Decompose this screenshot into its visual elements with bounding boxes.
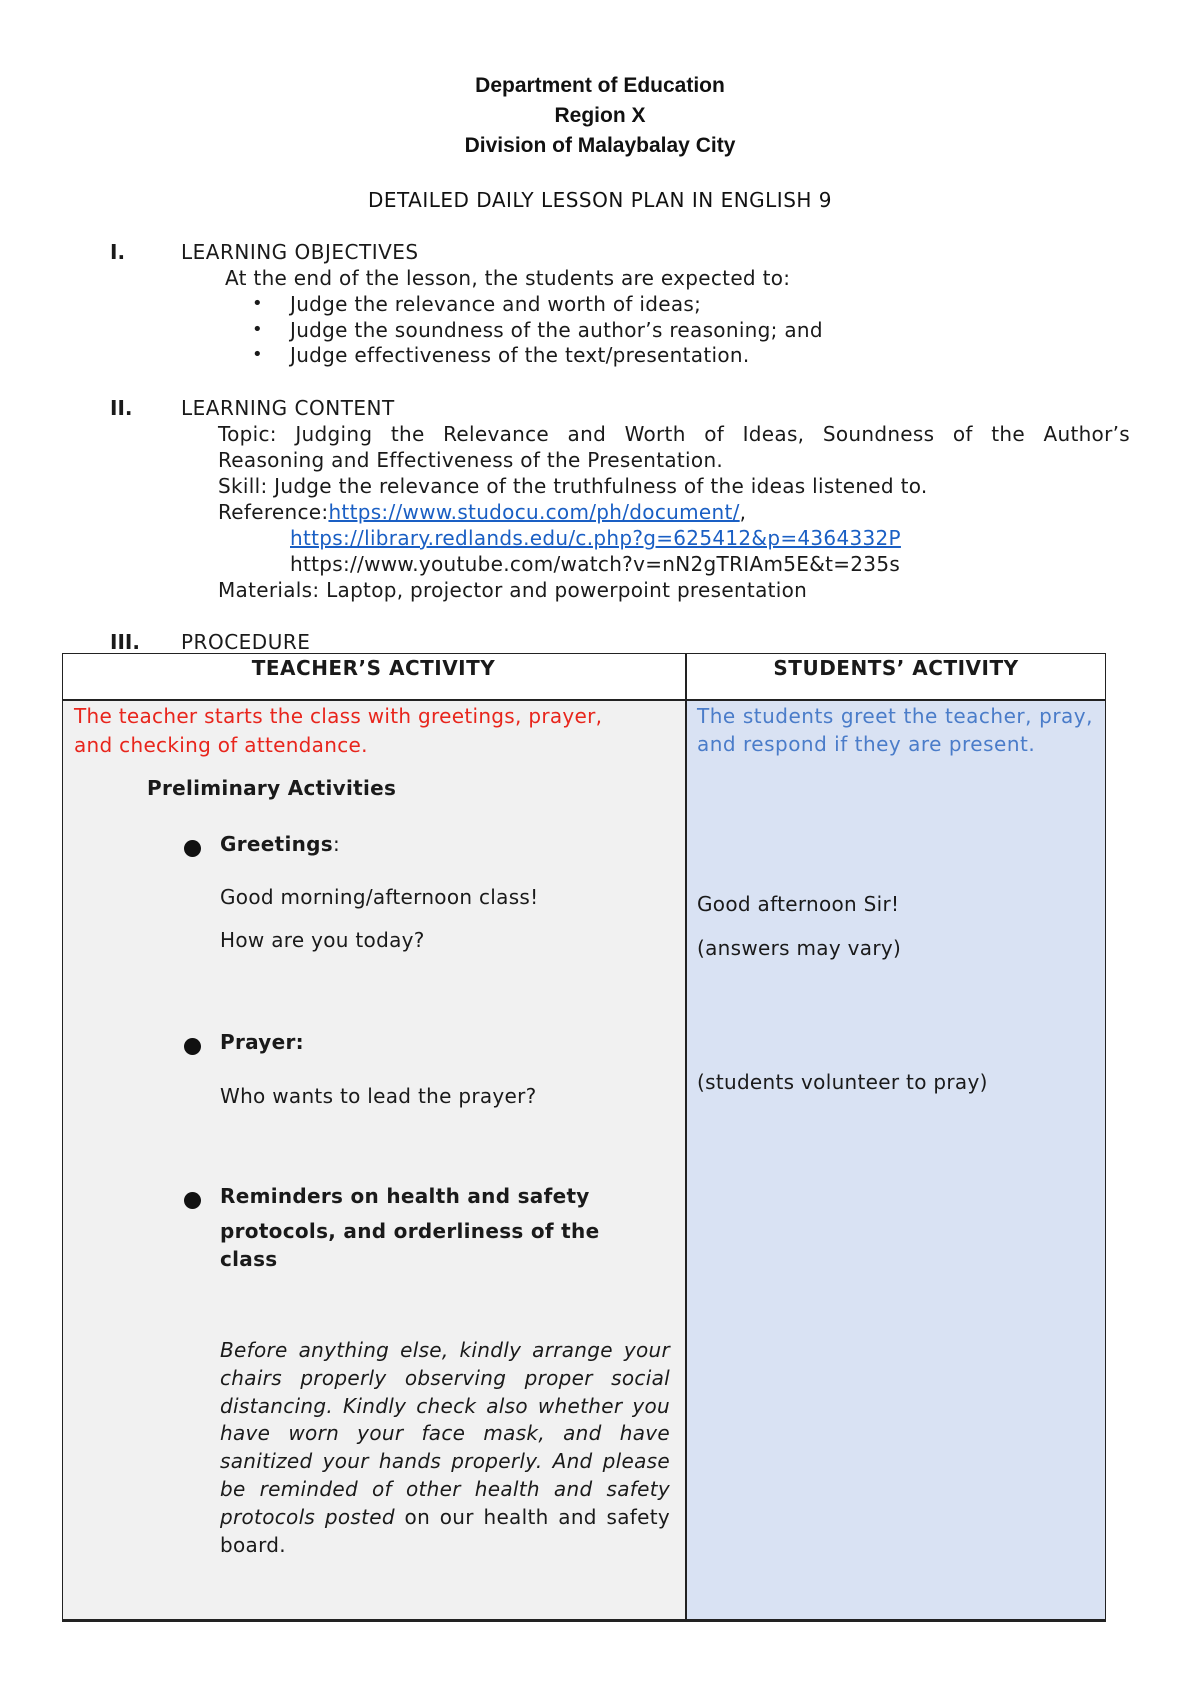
objectives-intro: At the end of the lesson, the students are expected to:	[225, 266, 791, 290]
section-number-procedure: III.	[110, 630, 140, 654]
document-title: DETAILED DAILY LESSON PLAN IN ENGLISH 9	[367, 188, 833, 212]
table-bottom-border	[62, 1620, 1106, 1622]
reference-link-youtube: https://www.youtube.com/watch?v=nN2gTRIAm5E&t=235s	[290, 552, 901, 576]
bullet-icon: •	[252, 319, 263, 340]
content-topic: Topic: Judging the Relevance and Worth of Ideas, Soundness of the Author’s	[218, 422, 1130, 446]
content-reference	[218, 500, 746, 524]
section-title-objectives: LEARNING OBJECTIVES	[181, 240, 419, 264]
content-skill: Skill: Judge the relevance of the truthfulness of the ideas listened to.	[218, 474, 928, 498]
header-division: Division of Malaybalay City	[464, 134, 736, 157]
bullet-dot-icon	[184, 840, 201, 857]
students-prayer: (students volunteer to pray)	[697, 1070, 988, 1094]
preliminary-activities-heading: Preliminary Activities	[147, 776, 397, 800]
teacher-activity-header: TEACHER’S ACTIVITY	[251, 656, 496, 680]
reminders-heading-cont: protocols, and orderliness of the	[220, 1219, 600, 1243]
section-title-procedure: PROCEDURE	[181, 630, 311, 654]
reference-link-studocu[interactable]: https://www.studocu.com/ph/document/	[328, 500, 740, 524]
header-region: Region X	[554, 104, 646, 127]
section-title-content: LEARNING CONTENT	[181, 396, 395, 420]
teacher-intro-cont: and checking of attendance.	[74, 733, 368, 757]
objective-item: Judge the soundness of the author’s reasoning; and	[290, 318, 823, 342]
section-number-content: II.	[110, 396, 133, 420]
bullet-dot-icon	[184, 1038, 201, 1055]
reminders-tail-text: on our health and safety board.	[220, 1504, 670, 1557]
teacher-question: How are you today?	[220, 928, 425, 952]
greetings-heading	[220, 832, 340, 856]
bullet-icon: •	[252, 344, 263, 365]
header-department: Department of Education	[475, 74, 725, 97]
bullet-dot-icon	[184, 1192, 201, 1209]
objective-item: Judge effectiveness of the text/presentation.	[290, 343, 750, 367]
content-materials: Materials: Laptop, projector and powerpoint presentation	[218, 578, 808, 602]
reminders-heading-end: class	[220, 1247, 278, 1271]
students-greeting-reply: Good afternoon Sir!	[697, 892, 900, 916]
reference-link-redlands[interactable]: https://library.redlands.edu/c.php?g=625412&p=4364332P	[290, 526, 901, 550]
reminders-heading: Reminders on health and safety	[220, 1184, 590, 1208]
table-header-divider	[62, 699, 1106, 701]
students-answers: (answers may vary)	[697, 936, 902, 960]
greetings-colon: :	[332, 832, 341, 856]
reference-label: Reference:	[218, 500, 329, 524]
teacher-greeting: Good morning/afternoon class!	[220, 885, 539, 909]
reminders-paragraph	[220, 1337, 670, 1559]
reference-comma: ,	[739, 500, 747, 524]
objective-item: Judge the relevance and worth of ideas;	[290, 292, 702, 316]
teacher-prayer-question: Who wants to lead the prayer?	[220, 1084, 537, 1108]
section-number-objectives: I.	[110, 240, 126, 264]
prayer-heading: Prayer:	[220, 1030, 304, 1054]
students-intro: The students greet the teacher, pray, and respond if they are present.	[697, 704, 1093, 756]
content-topic-cont: Reasoning and Effectiveness of the Presentation.	[218, 448, 724, 472]
teacher-intro: The teacher starts the class with greetings, prayer,	[74, 704, 603, 728]
reminders-italic-text: Before anything else, kindly arrange your chairs properly observing proper social distancing. Kindly check also whether you have worn your face mask, and have sanitized your hands properly. And please be reminded of other health and safety protocols posted	[220, 1338, 670, 1529]
table-column-divider	[685, 653, 687, 1620]
bullet-icon: •	[252, 293, 263, 314]
students-activity-header: STUDENTS’ ACTIVITY	[773, 656, 1019, 680]
greetings-label: Greetings	[220, 832, 333, 856]
